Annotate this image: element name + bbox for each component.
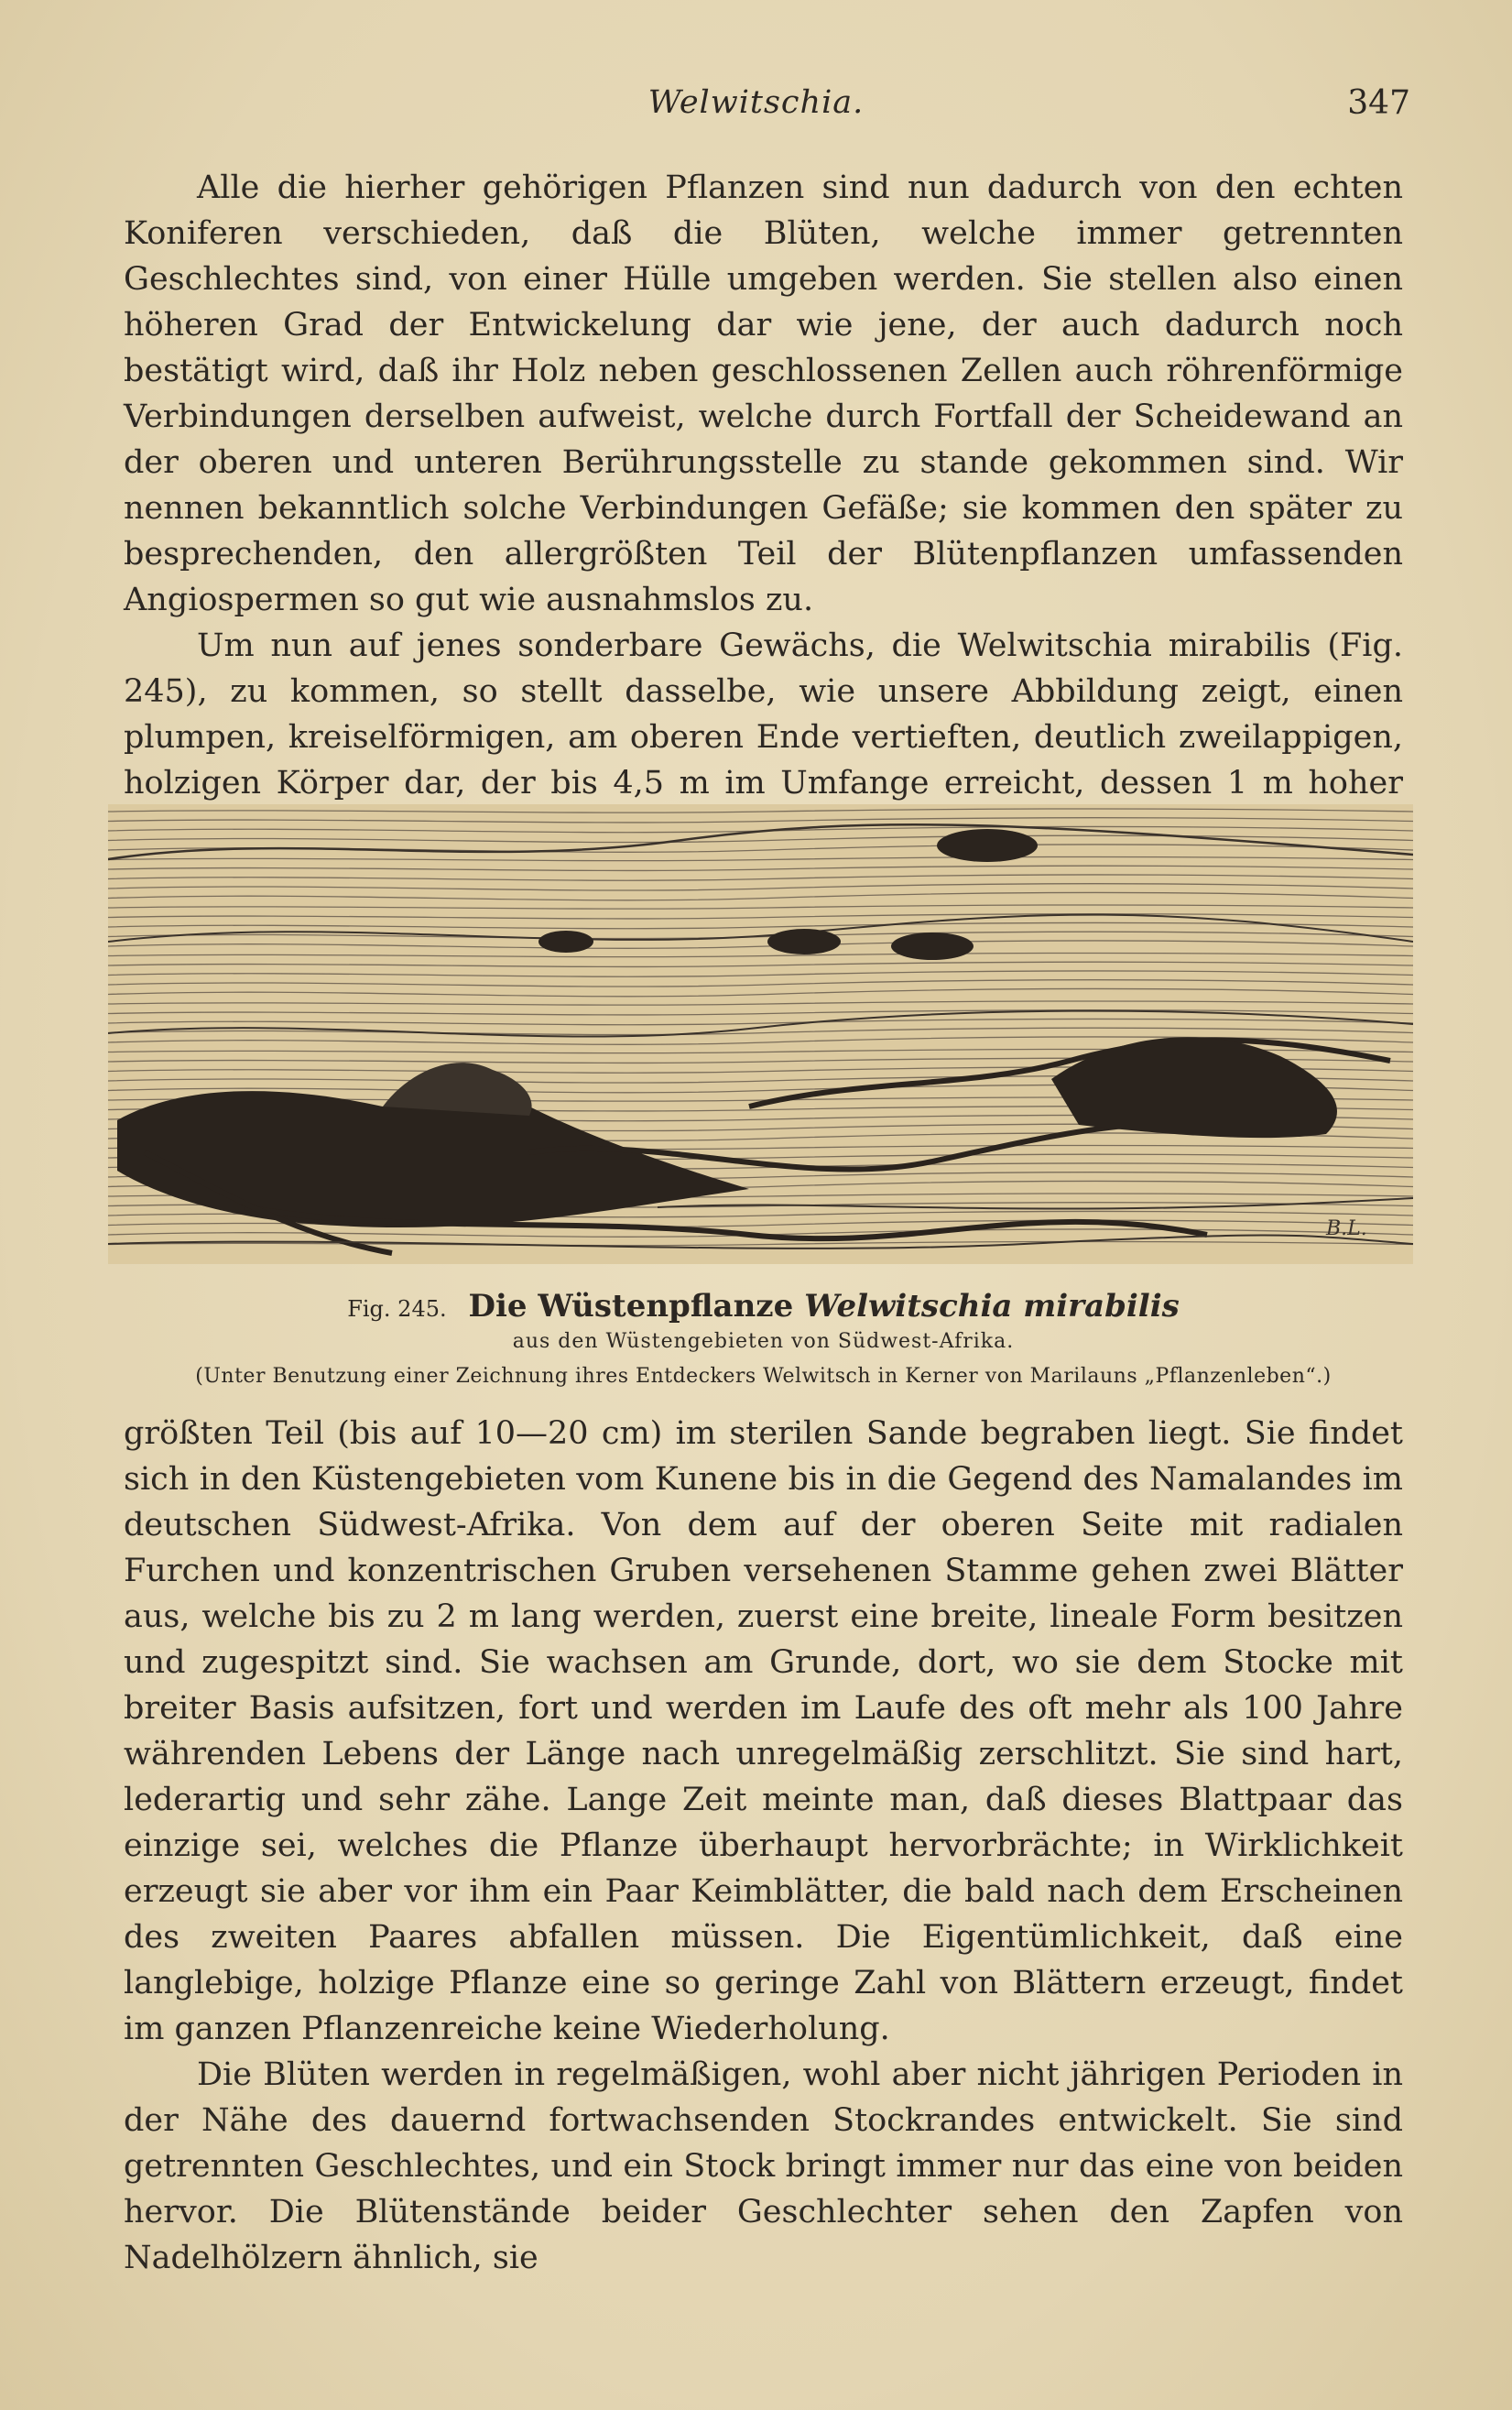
running-title: Welwitschia.	[647, 84, 865, 121]
paragraph-3: größten Teil (bis auf 10—20 cm) im sterilen Sande begraben liegt. Sie findet sich in den Küstengebieten vom Kunene bis in die Gegend des Namalandes im deutschen Südwest-Afrika. Von dem auf der oberen Seite mit radialen Furchen und konzentrischen Gruben versehenen Stamme gehen zwei Blätter aus, welche bis zu 2 m lang werden, zuerst eine breite, lineale Form besitzen und zugespitzt sind. Sie wachsen am Grunde, dort, wo sie dem Stocke mit breiter Basis aufsitzen, fort und werden im Laufe des oft mehr als 100 Jahre währenden Lebens der Länge nach unregelmäßig zerschlitzt. Sie sind hart, lederartig und sehr zähe. Lange Zeit meinte man, daß dieses Blattpaar das einzige sei, welches die Pflanze überhaupt hervorbrächte; in Wirklichkeit erzeugt sie aber vor ihm ein Paar Keimblätter, die bald nach dem Erscheinen des zweiten Paares abfallen müssen. Die Eigentümlichkeit, daß eine langlebige, holzige Pflanze eine so geringe Zahl von Blättern erzeugt, findet im ganzen Pflanzenreiche keine Wiederholung.	[124, 1415, 1403, 2047]
caption-species: Welwitschia mirabilis	[804, 1288, 1180, 1325]
figure-welwitschia-illustration	[108, 804, 1413, 1264]
figure-caption-origin: aus den Wüstengebieten von Südwest-Afrika.	[512, 1330, 1015, 1353]
welwitschia-engraving	[108, 804, 1413, 1264]
figure-label: Fig. 245.	[347, 1296, 447, 1322]
paragraph-2: Um nun auf jenes sonderbare Gewächs, die Welwitschia mirabilis (Fig. 245), zu kommen, so stellt dasselbe, wie unsere Abbildung zeigt, einen plumpen, kreiselförmigen, am oberen Ende vertieften, deutlich zweilappigen, holzigen Körper dar, der bis 4,5 m im Umfange erreicht, dessen 1 m hoher	[124, 627, 1403, 802]
figure-caption-title	[124, 1288, 1403, 1325]
caption-title: Die Wüstenpflanze	[468, 1288, 794, 1325]
figure-caption-credit: (Unter Benutzung einer Zeichnung ihres Entdeckers Welwitsch in Kerner von Marilauns „Pflanzenleben“.)	[195, 1365, 1332, 1388]
paragraph-1: Alle die hierher gehörigen Pflanzen sind nun dadurch von den echten Koniferen verschieden, daß die Blüten, welche immer getrennten Geschlechtes sind, von einer Hülle umgeben werden. Sie stellen also einen höheren Grad der Entwickelung dar wie jene, der auch dadurch noch bestätigt wird, daß ihr Holz neben geschlossenen Zellen auch röhrenförmige Verbindungen derselben aufweist, welche durch Fortfall der Scheidewand an der oberen und unteren Berührungsstelle zu stande gekommen sind. Wir nennen bekanntlich solche Verbindungen Gefäße; sie kommen den später zu besprechenden, den allergrößten Teil der Blütenpflanzen umfassenden Angiospermen so gut wie ausnahmslos zu.	[124, 169, 1403, 618]
text-block-after-figure	[124, 1411, 1403, 2281]
paragraph-4: Die Blüten werden in regelmäßigen, wohl aber nicht jährigen Perioden in der Nähe des dauernd fortwachsenden Stockrandes entwickelt. Sie sind getrennten Geschlechtes, und ein Stock bringt immer nur das eine von beiden hervor. Die Blütenstände beider Geschlechter sehen den Zapfen von Nadelhölzern ähnlich, sie	[124, 2056, 1403, 2276]
svg-text:B.L.: B.L.	[1326, 1217, 1367, 1240]
text-block-before-figure	[124, 165, 1403, 852]
page-number: 347	[1347, 84, 1410, 122]
